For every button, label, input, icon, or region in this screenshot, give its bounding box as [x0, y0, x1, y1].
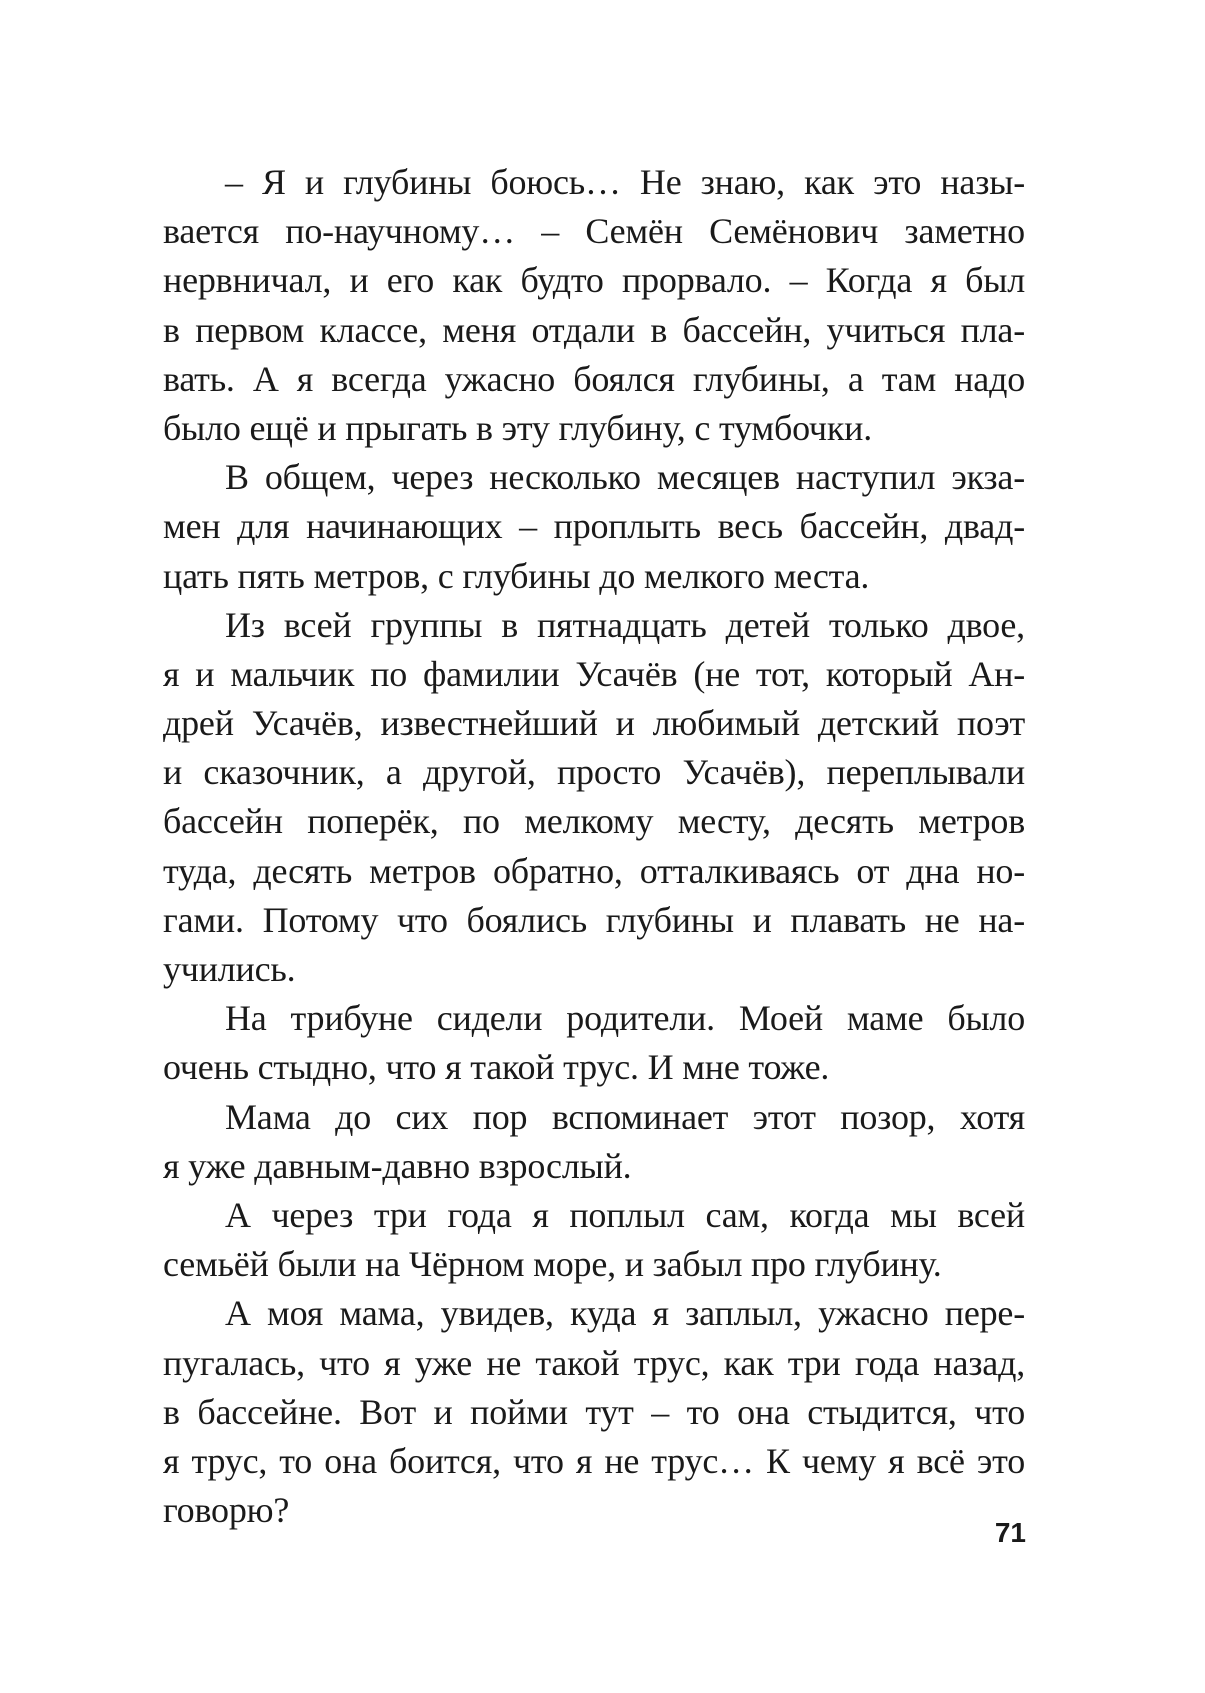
text-line: А моя мама, увидев, куда я заплыл, ужасно пере- [225, 1293, 1025, 1334]
text-line: вается по-научному… – Семён Семёнович заметно [163, 211, 1025, 252]
paragraph-6 [163, 1191, 1025, 1289]
paragraph-7 [163, 1289, 1025, 1535]
text-line: туда, десять метров обратно, отталкиваясь от дна но- [163, 850, 1025, 891]
paragraph-1 [163, 158, 1025, 453]
page-number: 71 [994, 1517, 1026, 1548]
text-line: я уже давным-давно взрослый. [163, 1145, 632, 1186]
text-line: Из всей группы в пятнадцать детей только двое, [225, 604, 1025, 645]
text-line: семьёй были на Чёрном море, и забыл про глубину. [163, 1244, 942, 1285]
text-line: гами. Потому что боялись глубины и плавать не на- [163, 899, 1025, 940]
text-line: Мама до сих пор вспоминает этот позор, хотя [225, 1096, 1025, 1137]
paragraph-2 [163, 453, 1025, 601]
paragraph-3 [163, 601, 1025, 995]
text-line: цать пять метров, с глубины до мелкого места. [163, 555, 870, 596]
text-line: На трибуне сидели родители. Моей маме было [225, 998, 1025, 1039]
text-line: учились. [163, 949, 296, 989]
text-line: нервничал, и его как будто прорвало. – Когда я был [163, 260, 1025, 301]
text-line: пугалась, что я уже не такой трус, как три года назад, [163, 1342, 1025, 1383]
text-line: и сказочник, а другой, просто Усачёв), переплывали [163, 752, 1025, 793]
text-line: очень стыдно, что я такой трус. И мне тоже. [163, 1047, 830, 1088]
text-line: было ещё и прыгать в эту глубину, с тумбочки. [163, 407, 872, 448]
paragraph-4 [163, 994, 1025, 1092]
body-text [163, 158, 1025, 1535]
text-line: дрей Усачёв, известнейший и любимый детский поэт [163, 703, 1025, 744]
text-line: я и мальчик по фамилии Усачёв (не тот, который Ан- [163, 653, 1025, 694]
text-line: вать. А я всегда ужасно боялся глубины, а там надо [163, 358, 1025, 399]
text-line: говорю? [163, 1490, 290, 1531]
text-line: А через три года я поплыл сам, когда мы всей [225, 1194, 1025, 1235]
text-line: я трус, то она боится, что я не трус… К чему я всё это [163, 1440, 1025, 1481]
paragraph-5 [163, 1093, 1025, 1191]
text-line: бассейн поперёк, по мелкому месту, десять метров [163, 801, 1025, 842]
text-line: в первом классе, меня отдали в бассейн, учиться пла- [163, 309, 1025, 350]
text-line: В общем, через несколько месяцев наступил экза- [225, 457, 1025, 498]
text-line: – Я и глубины боюсь… Не знаю, как это назы- [225, 162, 1025, 202]
text-line: мен для начинающих – проплыть весь бассейн, двад- [163, 506, 1025, 547]
text-line: в бассейне. Вот и пойми тут – то она стыдится, что [163, 1391, 1025, 1432]
